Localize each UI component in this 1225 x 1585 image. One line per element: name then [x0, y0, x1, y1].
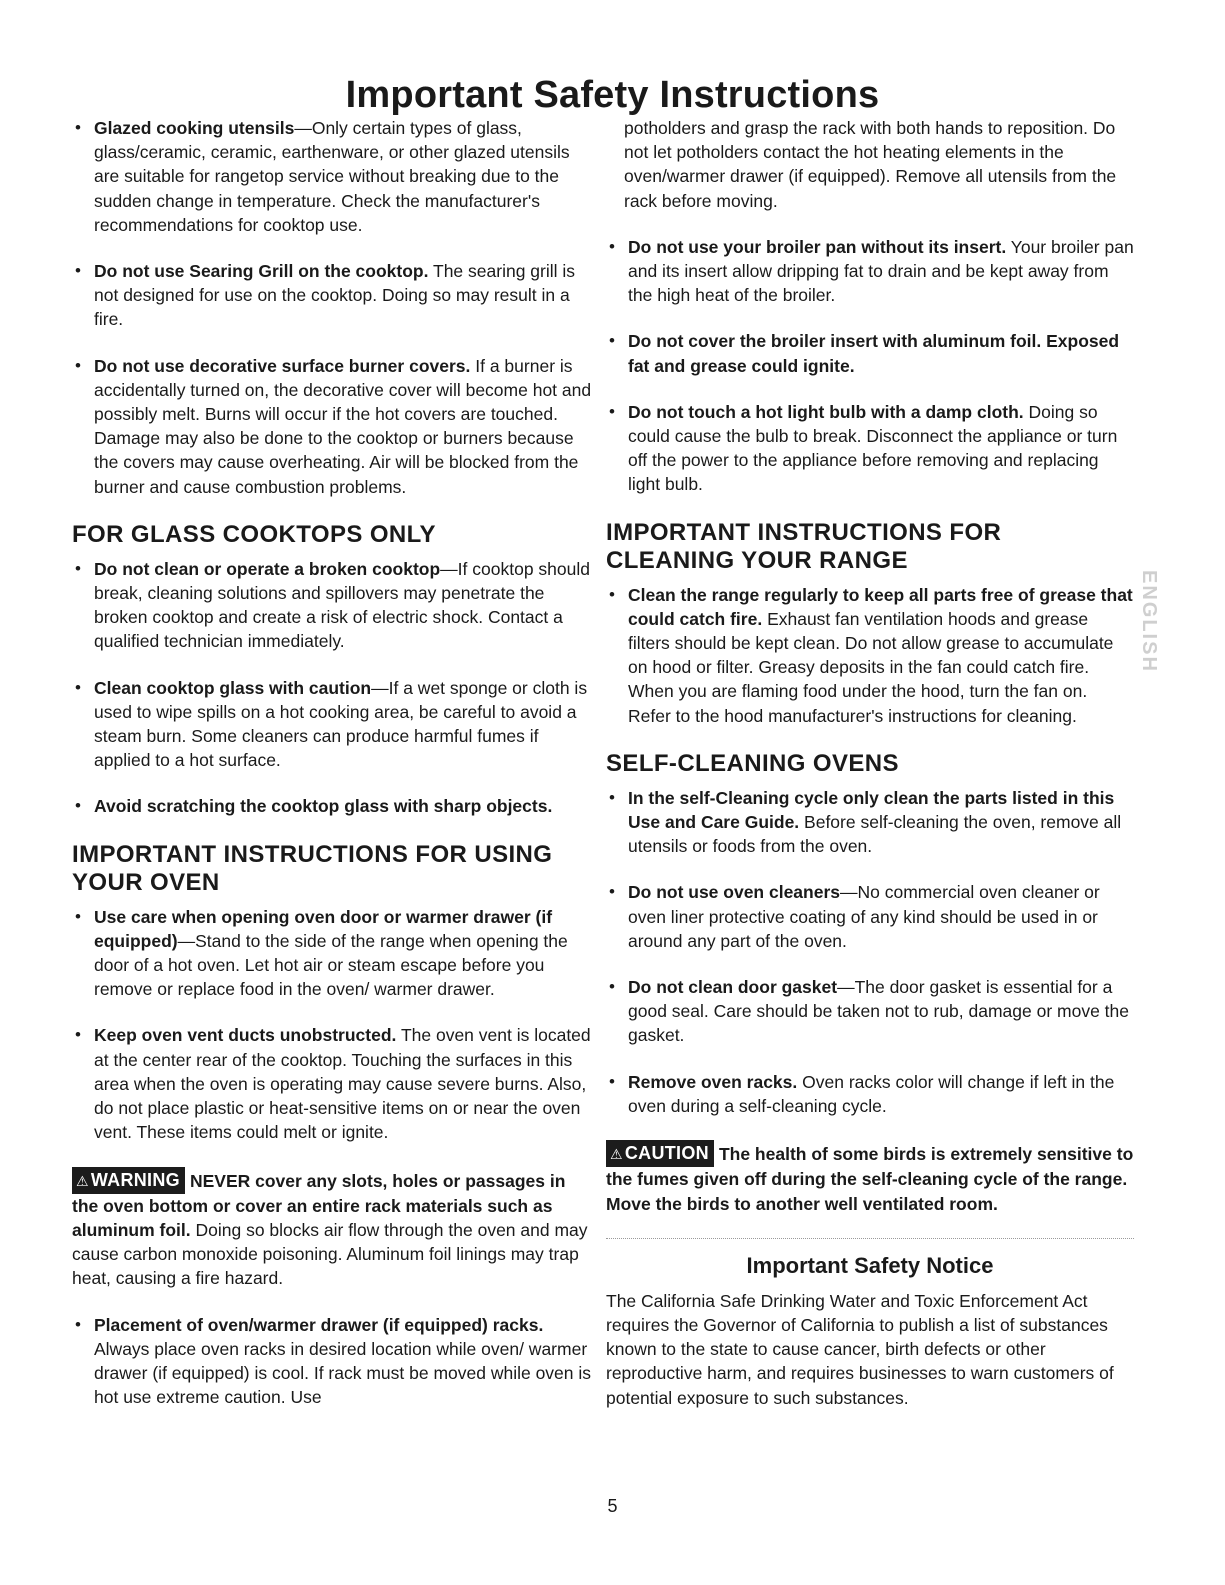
caution-block: ⚠ CAUTION The health of some birds is extremely sensitive to the fumes given off during the self-cleaning cycle of the range. Move the birds to another well ventilated room.: [606, 1140, 1134, 1216]
list-item-decorative: • Do not use decorative surface burner covers. If a burner is accidentally turned on, the decorative cover will become hot and possibly melt. Burns will occur if the hot covers are touched. Damage may also be done to the cooktop or burners because the covers may cause overheating. Air will be blocked from the burner and cause combustion problems.: [72, 354, 592, 499]
notice-body: The California Safe Drinking Water and Toxic Enforcement Act requires the Governor of California to publish a list of substances known to the state to cause cancer, birth defects or other reproductive harm, and requires businesses to warn customers of potential exposure to such substances.: [606, 1290, 1114, 1408]
page-title: Important Safety Instructions: [345, 74, 880, 116]
list-item-broiler-insert: • Do not use your broiler pan without its insert. Your broiler pan and its insert allow dripping fat to drain and be kept away from the high heat of the broiler.: [606, 235, 1134, 308]
list-item-placement: • Placement of oven/warmer drawer (if equipped) racks. Always place oven racks in desired location while oven/ warmer drawer (if equipped) is cool. If rack must be moved while oven is hot use extreme caution. Use: [72, 1313, 592, 1410]
list-item-placement-continued: potholders and grasp the rack with both hands to reposition. Do not let potholders contact the hot heating elements in the oven/warmer drawer (if equipped). Remove all utensils from the rack before moving.: [624, 118, 1117, 211]
list-item-broiler-foil: • Do not cover the broiler insert with aluminum foil. Exposed fat and grease could ignite.: [606, 329, 1134, 377]
warning-label: ⚠ WARNING: [72, 1167, 185, 1194]
list-item-grease: • Clean the range regularly to keep all parts free of grease that could catch fire. Exhaust fan ventilation hoods and grease filters should be kept clean. Do not allow grease to accumulate on hood or filter. Greasy deposits in the fan could catch fire. When you are flaming food under the hood, turn the fan on. Refer to the hood manufacturer's instructions for cleaning.: [606, 583, 1134, 728]
page-number: 5: [607, 1496, 618, 1516]
side-language-tab: ENGLISH: [1138, 569, 1160, 673]
list-item-vent: • Keep oven vent ducts unobstructed. The oven vent is located at the center rear of the cooktop. Touching the surfaces in this area when the oven is operating may cause severe burns. Also, do not place plastic or heat-sensitive items on or near the oven vent. These items could melt or ignite.: [72, 1023, 592, 1144]
list-item-cleaners: • Do not use oven cleaners—No commercial oven cleaner or oven liner protective coating of any kind should be used in or around any part of the oven.: [606, 880, 1134, 953]
list-item-racks: • Remove oven racks. Oven racks color will change if left in the oven during a self-cleaning cycle.: [606, 1070, 1134, 1118]
right-column: [606, 116, 1134, 1410]
list-item-bulb: • Do not touch a hot light bulb with a damp cloth. Doing so could cause the bulb to break. Disconnect the appliance or turn off the power to the appliance before removing and replacing light bulb.: [606, 400, 1134, 497]
notice-divider: [606, 1238, 1134, 1239]
notice-title: Important Safety Notice: [746, 1252, 994, 1278]
warning-block: ⚠ WARNING NEVER cover any slots, holes or passages in the oven bottom or cover an entire rack materials such as aluminum foil. Doing so blocks air flow through the oven and may cause carbon monoxide poisoning. Aluminum foil linings may trap heat, causing a fire hazard.: [72, 1167, 592, 1291]
list-item-broken: • Do not clean or operate a broken cooktop—If cooktop should break, cleaning solutions and spillovers may penetrate the broken cooktop and create a risk of electric shock. Contact a qualified technician immediately.: [72, 557, 592, 654]
section-heading-glass: FOR GLASS COOKTOPS ONLY: [72, 520, 436, 548]
list-item-door: • Use care when opening oven door or warmer drawer (if equipped)—Stand to the side of the range when opening the door of a hot oven. Let hot air or steam escape before you remove or replace food in the oven/ warmer drawer.: [72, 905, 592, 1002]
list-item-gasket: • Do not clean door gasket—The door gasket is essential for a good seal. Care should be taken not to rub, damage or move the gasket.: [606, 975, 1134, 1048]
list-item-glazed: • Glazed cooking utensils—Only certain types of glass, glass/ceramic, ceramic, earthenware, or other glazed utensils are suitable for rangetop service without breaking due to the sudden change in temperature. Check the manufacturer's recommendations for cooktop use.: [72, 116, 592, 237]
list-item-clean-glass: • Clean cooktop glass with caution—If a wet sponge or cloth is used to wipe spills on a hot cooking area, be careful to avoid a steam burn. Some cleaners can produce harmful fumes if applied to a hot surface.: [72, 676, 592, 773]
section-heading-cleaning: IMPORTANT INSTRUCTIONS FOR CLEANING YOUR RANGE: [606, 518, 1002, 574]
list-item-searing: • Do not use Searing Grill on the cooktop. The searing grill is not designed for use on the cooktop. Doing so may result in a fire.: [72, 259, 592, 332]
warning-triangle-icon: ⚠: [76, 1172, 89, 1189]
list-item-scratch: • Avoid scratching the cooktop glass with sharp objects.: [72, 794, 592, 818]
list-item-self-cycle: • In the self-Cleaning cycle only clean the parts listed in this Use and Care Guide. Before self-cleaning the oven, remove all utensils or foods from the oven.: [606, 786, 1134, 859]
left-column: [72, 116, 592, 1431]
section-heading-oven: IMPORTANT INSTRUCTIONS FOR USING YOUR OVEN: [72, 840, 553, 896]
section-heading-self-cleaning: SELF-CLEANING OVENS: [606, 749, 899, 777]
caution-label: ⚠ CAUTION: [606, 1140, 714, 1167]
caution-triangle-icon: ⚠: [610, 1146, 623, 1163]
